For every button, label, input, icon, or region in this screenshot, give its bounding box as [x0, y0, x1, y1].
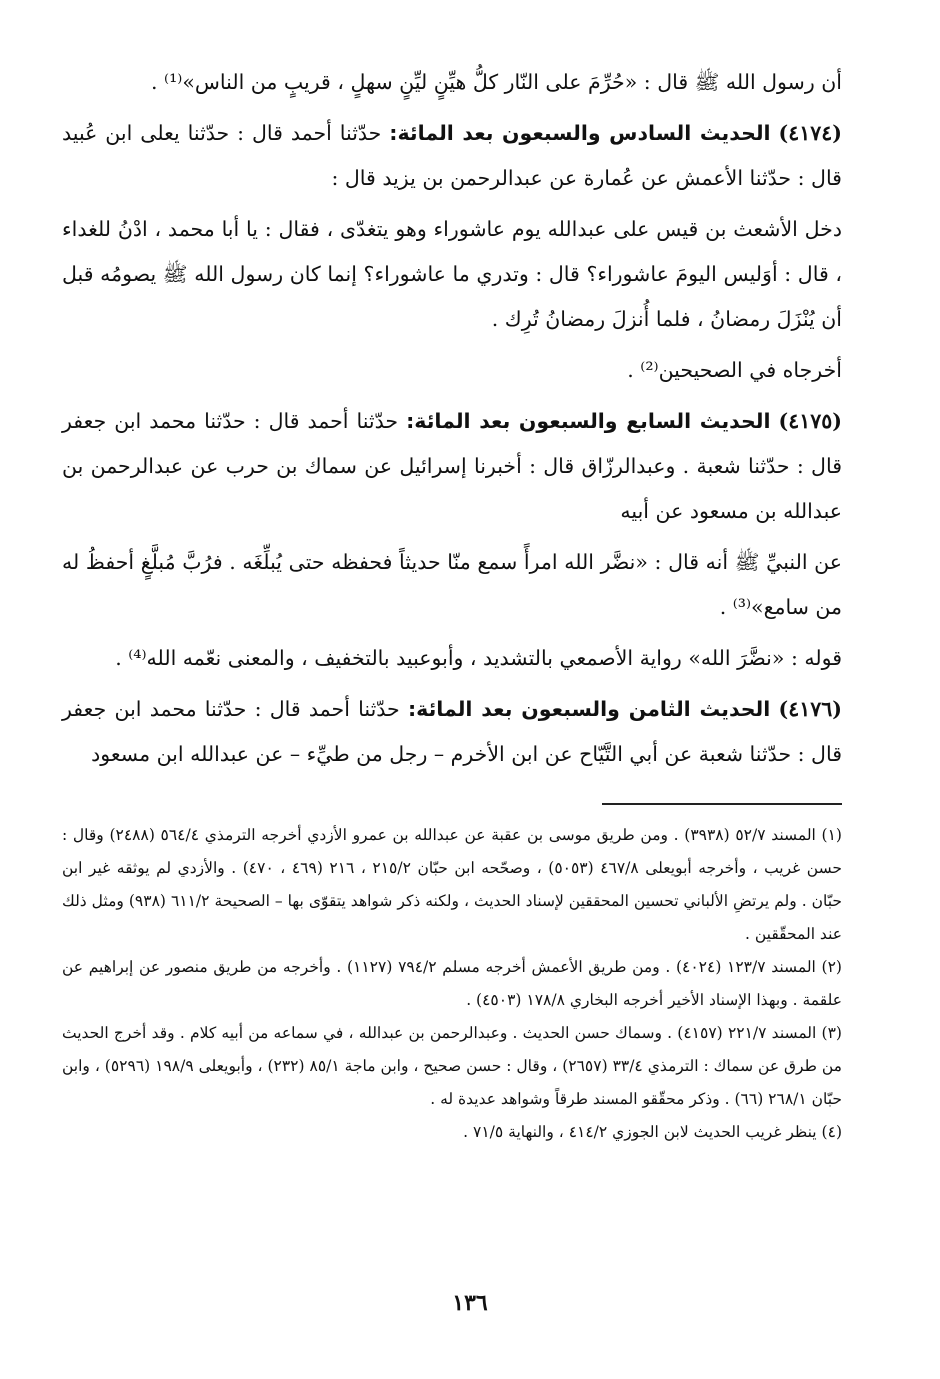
- hadith-4174-source: أخرجاه في الصحيحين⁽²⁾ .: [627, 358, 842, 382]
- main-text: [62, 60, 842, 777]
- footnote-4: (٤) ينظر غريب الحديث لابن الجوزي ٤١٤/٢ ، والنهاية ٧١/٥ .: [463, 1123, 842, 1141]
- hadith-number: (٤١٧٦): [778, 697, 842, 721]
- hadith-title: الحديث السابع والسبعون بعد المائة:: [406, 409, 771, 433]
- footnote-2: (٢) المسند ١٢٣/٧ (٤٠٢٤) . ومن طريق الأعمش أخرجه مسلم ٧٩٤/٢ (١١٢٧) . وأخرجه من طريق منصور عن إبراهيم عن علقمة . وبهذا الإسناد الأخير أخرجه البخاري ١٧٨/٨ (٤٥٠٣) .: [62, 958, 842, 1009]
- hadith-4175-note: قوله : «نضَّرَ الله» رواية الأصمعي بالتشديد ، وأبوعبيد بالتخفيف ، والمعنى نعّمه الله⁽⁴⁾ .: [115, 646, 842, 670]
- hadith-4174-header: [62, 111, 842, 201]
- hadith-number: (٤١٧٤): [778, 121, 842, 145]
- page-number: ١٣٦: [452, 1290, 488, 1316]
- isnad-text: حدّثنا أحمد قال : حدّثنا يعلى ابن عُبيد قال : حدّثنا الأعمش عن عُمارة عن عبدالرحمن بن يزيد قال :: [62, 121, 842, 190]
- paragraph-end-of-previous-hadith: أن رسول الله ﷺ قال : «حُرِّمَ على النّار كلُّ هيِّنٍ ليِّنٍ سهلٍ ، قريبٍ من الناس»⁽¹⁾ .: [151, 70, 842, 94]
- footnote-1: (١) المسند ٥٢/٧ (٣٩٣٨) . ومن طريق موسى بن عقبة عن عبدالله بن عمرو الأزدي أخرجه الترمذي ٥٦٤/٤ (٢٤٨٨) وقال : حسن غريب ، وأخرجه أبويعلى ٤٦٧/٨ (٥٠٥٣) ، وصحّحه ابن حبّان ٢١٥/٢ ، ٢١٦ (٤٦٩ ، ٤٧٠) . والأزدي لم يوثقه غير ابن حبّان . ولم يرتضِ الألباني تحسين المحققين لإسناد الحديث ، ولكنه ذكر شواهد يتقوّى بها – الصحيحة ٦١١/٢ (٩٣٨) ومثل ذلك عند المحقّقين .: [62, 826, 842, 943]
- hadith-4175-header: [62, 399, 842, 534]
- hadith-number: (٤١٧٥): [778, 409, 842, 433]
- footnote-3: (٣) المسند ٢٢١/٧ (٤١٥٧) . وسماك حسن الحديث . وعبدالرحمن بن عبدالله ، في سماعه من أبيه كلام . وقد أخرج الحديث من طرق عن سماك : الترمذي ٣٣/٤ (٢٦٥٧) ، وقال : حسن صحيح ، وابن ماجة ٨٥/١ (٢٣٢) ، وأبويعلى ١٩٨/٩ (٥٢٩٦) ، وابن حبّان ٢٦٨/١ (٦٦) . وذكر محقّقو المسند طرقاً وشواهد عديدة له .: [62, 1024, 842, 1108]
- isnad-text: حدّثنا أحمد قال : حدّثنا محمد ابن جعفر قال : حدّثنا شعبة . وعبدالرزّاق قال : أخبرنا إسرائيل عن سماك بن حرب عن عبدالرحمن بن عبدالله بن مسعود عن أبيه: [62, 409, 842, 523]
- hadith-title: الحديث السادس والسبعون بعد المائة:: [389, 121, 771, 145]
- footnotes: [62, 819, 842, 1149]
- book-page: [62, 60, 842, 1149]
- hadith-4176-header: [62, 687, 842, 777]
- footnote-divider: [602, 803, 842, 805]
- isnad-text: حدّثنا أحمد قال : حدّثنا محمد ابن جعفر قال : حدّثنا شعبة عن أبي التَّيّاح عن ابن الأخرم – رجل من طيِّء – عن عبدالله ابن مسعود: [62, 697, 842, 766]
- hadith-4175-body: عن النبيِّ ﷺ أنه قال : «نضَّر الله امرأً سمع منّا حديثاً فحفظه حتى يُبلِّغَه . فرُبَّ مُبلَّغٍ أحفظُ له من سامع»⁽³⁾ .: [62, 550, 842, 619]
- hadith-4174-body: دخل الأشعث بن قيس على عبدالله يوم عاشوراء وهو يتغدّى ، فقال : يا أبا محمد ، ادْنُ للغداء ، قال : أوَليس اليومَ عاشوراء؟ قال : وتدري ما عاشوراء؟ إنما كان رسول الله ﷺ يصومُه قبل أن يُنْزَلَ رمضانُ ، فلما أُنزلَ رمضانُ تُرِك .: [62, 217, 842, 331]
- hadith-title: الحديث الثامن والسبعون بعد المائة:: [407, 697, 771, 721]
